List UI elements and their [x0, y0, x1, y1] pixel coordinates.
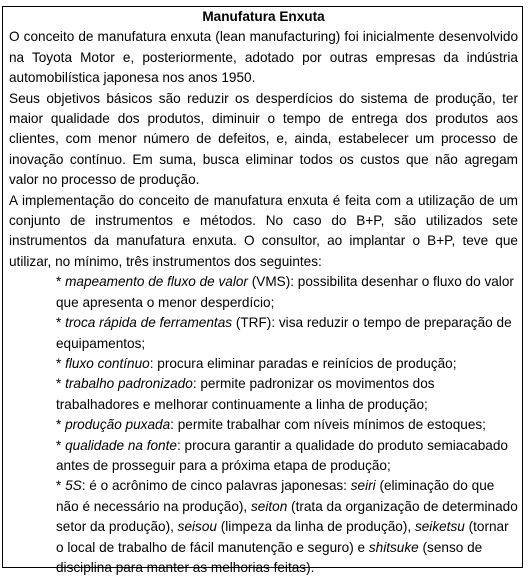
list-item: [56, 354, 518, 374]
item-term: mapeamento de fluxo de valor: [65, 274, 248, 290]
paragraph-implementation: A implementação do conceito de manufatura enxuta é feita com a utilização de um conjunto de instrumentos e métodos. No caso do B+P, são utilizados sete instrumentos da manufatura enxuta. O consultor, ao implantar o B+P, teve que utilizar, no mínimo, três instrumentos dos seguintes:: [9, 192, 518, 269]
item-term: produção puxada: [65, 417, 171, 433]
list-item: [56, 272, 518, 313]
list-item: [56, 415, 518, 435]
item-prefix: *: [56, 478, 66, 494]
list-item: [56, 436, 518, 477]
list-item: [56, 313, 518, 354]
item-term: fluxo contínuo: [65, 355, 150, 371]
item-prefix: *: [56, 315, 66, 331]
list-item: [56, 374, 518, 415]
instruments-list: [56, 272, 518, 578]
text-box: [2, 6, 523, 575]
term-seiri: seiri: [350, 478, 376, 494]
item-text: : procura garantir a qualidade do produto semiacabado antes de prosseguir para a próxima etapa de produção;: [56, 437, 508, 473]
desc-seiri: (eliminação do que não é necessário na produção),: [56, 478, 495, 514]
desc-seiketsu: (tornar o local de trabalho de fácil manutenção e seguro) e: [56, 519, 509, 555]
item-prefix: *: [56, 437, 66, 453]
item-term: 5S: [65, 478, 82, 494]
item-text: : procura eliminar paradas e reinícios de produção;: [149, 355, 457, 371]
term-seiton: seiton: [250, 498, 288, 514]
item-prefix: *: [56, 355, 66, 371]
item-term: qualidade na fonte: [65, 437, 177, 453]
item-term: troca rápida de ferramentas: [65, 315, 233, 331]
item-text: : permite padronizar os movimentos dos trabalhadores e melhorar continuamente a linha de produção;: [56, 376, 435, 412]
list-item-5s: [56, 476, 518, 578]
item-prefix: *: [56, 417, 66, 433]
item-text: : permite trabalhar com níveis mínimos de estoques;: [170, 417, 486, 433]
paragraph-objectives: Seus objetivos básicos são reduzir os desperdícios do sistema de produção, ter maior qualidade dos produtos, diminuir o tempo de entrega dos produtos aos clientes, com menor número de defeitos, e, ainda, estabelecer um processo de inovação contínuo. Em suma, busca eliminar todos os custos que não agregam valor no processo de produção.: [9, 90, 518, 188]
desc-seisou: (limpeza da linha de produção),: [216, 519, 415, 535]
item-text: (VMS): possibilita desenhar o fluxo do valor que apresenta o menor desperdício;: [56, 274, 514, 310]
item-term: trabalho padronizado: [65, 376, 193, 392]
term-seisou: seisou: [177, 519, 217, 535]
item-text: (TRF): visa reduzir o tempo de preparação de equipamentos;: [56, 315, 512, 351]
term-shitsuke: shitsuke: [368, 539, 419, 555]
item-text: : é o acrônimo de cinco palavras japonesas:: [81, 478, 351, 494]
document-title: Manufatura Enxuta: [202, 9, 325, 24]
desc-seiton: (trata da organização de determinado setor da produção),: [56, 498, 518, 535]
item-prefix: *: [56, 274, 66, 290]
paragraph-intro: O conceito de manufatura enxuta (lean manufacturing) foi inicialmente desenvolvido na Toyota Motor e, posteriormente, adotado por outras empresas da indústria automobilística japonesa nos anos 1950.: [9, 29, 518, 86]
term-seiketsu: seiketsu: [414, 519, 465, 535]
item-prefix: *: [56, 376, 66, 392]
desc-shitsuke: (senso de disciplina para manter as melhorias feitas).: [56, 539, 483, 575]
